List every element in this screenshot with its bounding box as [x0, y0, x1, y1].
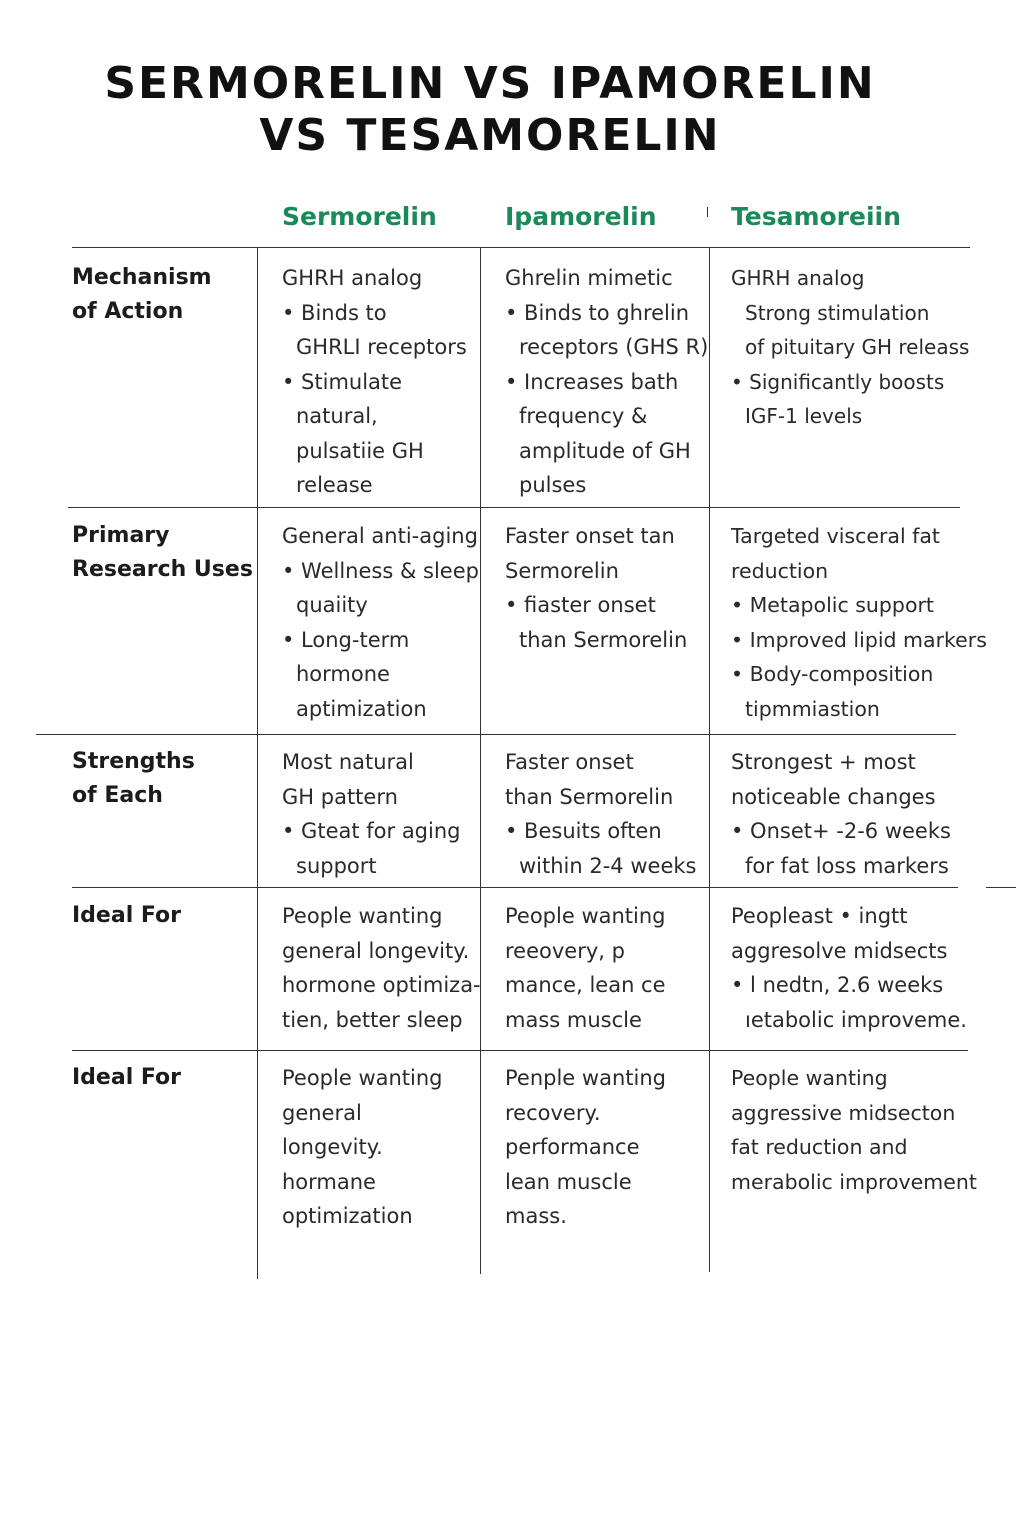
cell-line: aggresolve midsects — [731, 938, 948, 963]
row-divider — [36, 734, 956, 735]
cell-line: receptors (GHS R) — [519, 335, 709, 359]
cell-line: Strong stimulation — [745, 300, 930, 325]
cell-line: performance — [505, 1135, 640, 1159]
cell-line: IGF-1 levels — [745, 404, 863, 428]
column-header-tesamorelin: Tesamoreiin — [731, 202, 901, 231]
row-label-mechanism: Mechanism of Action — [72, 265, 212, 324]
cell-line: hormone optimiza- — [282, 973, 481, 997]
cell-line: People wanting — [282, 1066, 443, 1090]
cell-mechanism-ipamorelin — [505, 261, 708, 503]
cell-line: of pituitary GH releass — [745, 335, 970, 359]
cell-line: fat reduction and — [731, 1135, 908, 1159]
cell-line: GHRH analog — [282, 266, 423, 290]
row-divider — [72, 247, 970, 248]
row-label-strengths: Strengths of Each — [72, 749, 195, 808]
cell-line: • Binds to — [282, 300, 387, 325]
cell-mechanism-sermorelin — [282, 261, 467, 503]
cell-research-sermorelin — [282, 519, 479, 726]
cell-ideal-ipamorelin — [505, 899, 666, 1037]
cell-ideal2-ipamorelin — [505, 1061, 666, 1234]
cell-line: People wanting — [282, 904, 443, 928]
cell-line: • Significantly boosts — [731, 369, 945, 394]
column-header-ipamorelin: Ipamorelin — [505, 202, 657, 231]
cell-line: lean muscle — [505, 1169, 632, 1194]
cell-line: • Gteat for aging — [282, 819, 461, 843]
cell-line: • Besuits often — [505, 819, 662, 843]
cell-line: • Wellness & sleep — [282, 558, 479, 583]
cell-line: • Long-term — [282, 627, 410, 652]
cell-line: general longevity. — [282, 938, 470, 963]
cell-line: hormane — [282, 1169, 376, 1194]
cell-line: Ghrelin mimetic — [505, 266, 673, 290]
cell-line: optimization — [282, 1204, 413, 1228]
cell-line: mass. — [505, 1204, 567, 1228]
cell-line: Faster onset tan — [505, 524, 675, 548]
cell-line: for fat loss markers — [745, 853, 949, 878]
cell-strengths-tesamorelin — [731, 745, 951, 883]
cell-line: hormone — [296, 662, 390, 686]
cell-line: • Binds to ghrelin — [505, 300, 690, 325]
cell-line: Strongest + most — [731, 750, 916, 774]
cell-line: • fiaster onset — [505, 593, 656, 617]
cell-line: recovery. — [505, 1100, 601, 1125]
cell-line: ıetabolic improveme. — [745, 1007, 967, 1032]
column-header-sermorelin: Sermorelin — [282, 202, 437, 231]
cell-ideal2-tesamorelin — [731, 1061, 977, 1199]
cell-line: General anti-aging — [282, 524, 478, 548]
cell-line: mance, lean ce — [505, 973, 666, 997]
cell-strengths-sermorelin — [282, 745, 461, 883]
cell-line: tien, better sleep — [282, 1007, 463, 1032]
cell-ideal2-sermorelin — [282, 1061, 443, 1234]
cell-line: Faster onset — [505, 750, 634, 774]
cell-line: GHRH analog — [731, 266, 865, 290]
cell-mechanism-tesamorelin — [731, 261, 969, 434]
cell-line: pulsatiie GH — [296, 438, 424, 463]
column-divider — [257, 247, 258, 1279]
row-divider — [72, 887, 958, 888]
cell-line: Sermorelin — [505, 558, 619, 583]
cell-line: frequency & — [519, 404, 648, 428]
cell-line: reduction — [731, 558, 829, 583]
cell-line: quaiity — [296, 593, 368, 617]
cell-ideal-sermorelin — [282, 899, 481, 1037]
row-divider — [72, 1050, 968, 1051]
cell-research-ipamorelin — [505, 519, 687, 657]
cell-line: tipmmiastion — [745, 696, 880, 721]
cell-ideal-tesamorelin — [731, 899, 967, 1037]
cell-line: Penple wanting — [505, 1066, 666, 1090]
cell-line: • Onset+ -2-6 weeks — [731, 819, 951, 843]
cell-line: than Sermorelin — [505, 784, 674, 809]
cell-line: within 2-4 weeks — [519, 853, 697, 878]
cell-line: Targeted visceral fat — [731, 524, 940, 548]
cell-line: GHRLI receptors — [296, 335, 467, 359]
cell-line: amplitude of GH — [519, 438, 691, 463]
cell-line: noticeable changes — [731, 784, 936, 809]
cell-line: general — [282, 1100, 362, 1125]
cell-line: People wanting — [505, 904, 666, 928]
cell-line: support — [296, 853, 377, 878]
cell-line: People wanting — [731, 1066, 888, 1090]
row-divider-fragment — [986, 887, 1016, 888]
row-label-ideal-for-2: Ideal For — [72, 1065, 182, 1090]
cell-line: • Increases bath — [505, 369, 679, 394]
cell-strengths-ipamorelin — [505, 745, 696, 883]
column-divider — [480, 247, 481, 1274]
header-divider-tick — [707, 207, 708, 217]
cell-line: aggressive midsecton — [731, 1100, 956, 1125]
cell-line: than Sermorelin — [519, 627, 688, 652]
page-title — [0, 58, 980, 162]
cell-line: • Stimulate — [282, 369, 403, 394]
cell-line: longevity. — [282, 1135, 383, 1159]
cell-line: • l nedtn, 2.6 weeks — [731, 973, 944, 997]
column-divider — [709, 247, 710, 1272]
cell-line: Peopleast • ingtt — [731, 904, 908, 928]
cell-line: release — [296, 473, 373, 497]
cell-line: • Improved lipid markers — [731, 627, 987, 652]
cell-line: GH pattern — [282, 784, 398, 809]
cell-line: pulses — [519, 473, 587, 497]
row-label-research-uses: Primary Research Uses — [72, 523, 253, 582]
row-divider — [68, 507, 960, 508]
title-line-1: SERMORELIN VS IPAMORELIN — [104, 58, 876, 109]
title-line-2: VS TESAMORELIN — [259, 110, 721, 161]
cell-line: mass muscle — [505, 1007, 642, 1032]
row-label-ideal-for: Ideal For — [72, 903, 182, 928]
cell-line: aptimization — [296, 696, 427, 721]
cell-line: Most natural — [282, 750, 414, 774]
cell-line: • Body-composition — [731, 662, 934, 686]
cell-line: reeovery, p — [505, 938, 625, 963]
cell-line: natural, — [296, 404, 378, 428]
cell-line: merabolic improvement — [731, 1169, 977, 1194]
cell-line: • Metapolic support — [731, 593, 934, 617]
cell-research-tesamorelin — [731, 519, 987, 726]
